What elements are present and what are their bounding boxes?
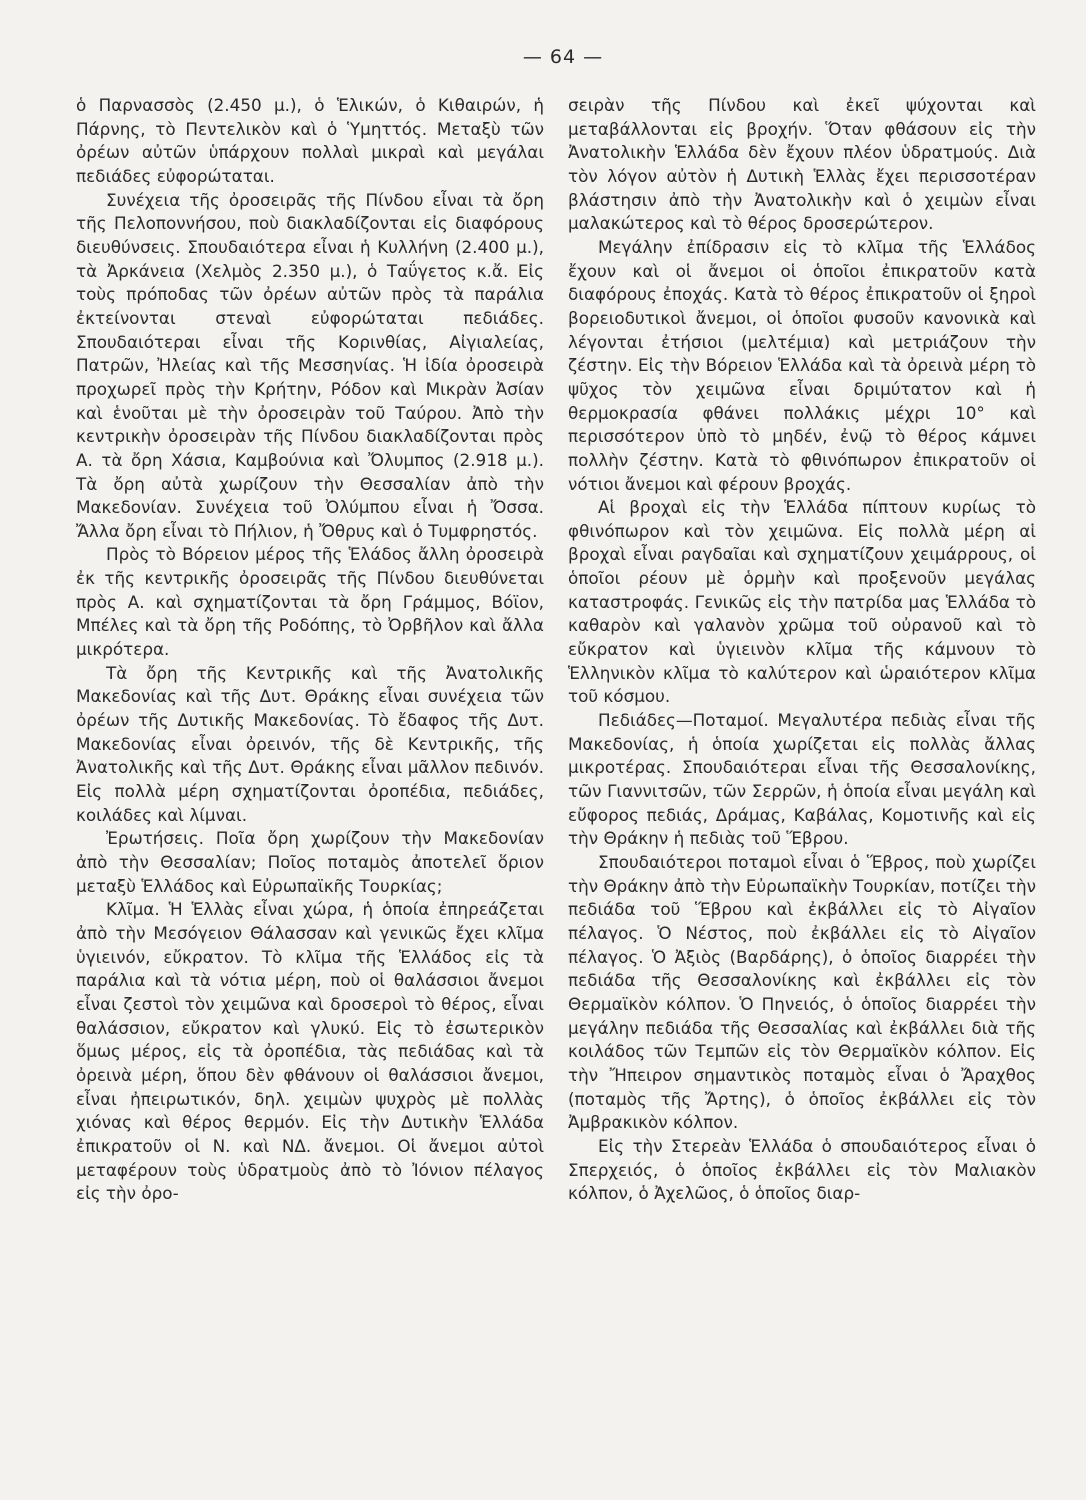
paragraph: σειρὰν τῆς Πίνδου καὶ ἐκεῖ ψύχονται καὶ μεταβάλλονται εἰς βροχήν. Ὅταν φθάσουν εἰς τὴν Ἀνατολικὴν Ἑλλάδα δὲν ἔχουν πλέον ὑδρατμούς. Διὰ τὸν λόγον αὐτὸν ἡ Δυτικὴ Ἑλλὰς ἔχει περισσοτέραν βλάστησιν ἀπὸ τὴν Ἀνατολικὴν καὶ ὁ χειμὼν εἶναι μαλακώτερος καὶ τὸ θέρος δροσερώτερον. — [568, 95, 1036, 234]
paragraph: Πρὸς τὸ Βόρειον μέρος τῆς Ἑλάδος ἄλλη ὀροσειρὰ ἐκ τῆς κεντρικῆς ὀροσειρᾶς τῆς Πίνδου διευθύνεται πρὸς Α. καὶ σχηματίζονται τὰ ὄρη Γράμμος, Βόϊον, Μπέλες καὶ τὰ ὄρη τῆς Ροδόπης, τὸ Ὀρβῆλον καὶ ἄλλα μικρότερα. — [76, 544, 544, 660]
right-column — [568, 94, 1036, 1206]
paragraph: Κλῖμα. Ἡ Ἑλλὰς εἶναι χώρα, ἡ ὁποία ἐπηρεάζεται ἀπὸ τὴν Μεσόγειον Θάλασσαν καὶ γενικῶς ἔχει κλῖμα ὑγιεινόν, εὔκρατον. Τὸ κλῖμα τῆς Ἑλλάδος εἰς τὰ παράλια καὶ τὰ νότια μέρη, ποὺ οἱ θαλάσσιοι ἄνεμοι εἶναι ζεστοὶ τὸν χειμῶνα καὶ δροσεροὶ τὸ θέρος, εἶναι θαλάσσιον, εὔκρατον καὶ γλυκύ. Εἰς τὸ ἐσωτερικὸν ὅμως μέρος, εἰς τὰ ὀροπέδια, τὰς πεδιάδας καὶ τὰ ὀρεινὰ μέρη, ὅπου δὲν φθάνουν οἱ θαλάσσιοι ἄνεμοι, εἶναι ἠπειρωτικόν, δηλ. χειμὼν ψυχρὸς μὲ πολλὰς χιόνας καὶ θέρος θερμόν. Εἰς τὴν Δυτικὴν Ἑλλάδα ἐπικρατοῦν οἱ Ν. καὶ ΝΔ. ἄνεμοι. Οἱ ἄνεμοι αὐτοὶ μεταφέρουν τοὺς ὑδρατμοὺς ἀπὸ τὸ Ἰόνιον πέλαγος εἰς τὴν ὀρο- — [76, 899, 544, 1204]
paragraph: Εἰς τὴν Στερεὰν Ἑλλάδα ὁ σπουδαιότερος εἶναι ὁ Σπερχειός, ὁ ὁποῖος ἐκβάλλει εἰς τὸν Μαλιακὸν κόλπον, ὁ Ἀχελῶος, ὁ ὁποῖος διαρ- — [568, 1135, 1036, 1204]
left-column — [76, 94, 544, 1206]
paragraph: Σπουδαιότεροι ποταμοὶ εἶναι ὁ Ἕβρος, ποὺ χωρίζει τὴν Θράκην ἀπὸ τὴν Εὐρωπαϊκὴν Τουρκίαν, ποτίζει τὴν πεδιάδα τοῦ Ἕβρου καὶ ἐκβάλλει εἰς τὸ Αἰγαῖον πέλαγος. Ὁ Νέστος, ποὺ ἐκβάλλει εἰς τὸ Αἰγαῖον πέλαγος. Ὁ Ἀξιὸς (Βαρδάρης), ὁ ὁποῖος διαρρέει τὴν πεδιάδα τῆς Θεσσαλονίκης καὶ ἐκβάλλει εἰς τὸν Θερμαϊκὸν κόλπον. Ὁ Πηνειός, ὁ ὁποῖος διαρρέει τὴν μεγάλην πεδιάδα τῆς Θεσσαλίας καὶ ἐκβάλλει διὰ τῆς κοιλάδος τῶν Τεμπῶν εἰς τὸν Θερμαϊκὸν κόλπον. Εἰς τὴν Ἤπειρον σημαντικὸς ποταμὸς εἶναι ὁ Ἄραχθος (ποταμὸς τῆς Ἄρτης), ὁ ὁποῖος ἐκβάλλει εἰς τὸν Ἀμβρακικὸν κόλπον. — [568, 852, 1036, 1133]
paragraph: Συνέχεια τῆς ὀροσειρᾶς τῆς Πίνδου εἶναι τὰ ὄρη τῆς Πελοποννήσου, ποὺ διακλαδίζονται εἰς διαφόρους διευθύνσεις. Σπουδαιότερα εἶναι ἡ Κυλλήνη (2.400 μ.), τὰ Ἀρκάνεια (Χελμὸς 2.350 μ.), ὁ Ταΰγετος κ.ἄ. Εἰς τοὺς πρόποδας τῶν ὀρέων αὐτῶν πρὸς τὰ παράλια ἐκτείνονται στεναὶ εὐφορώταται πεδιάδες. Σπουδαιότεραι εἶναι τῆς Κορινθίας, Αἰγιαλείας, Πατρῶν, Ἠλείας καὶ τῆς Μεσσηνίας. Ἡ ἰδία ὀροσειρὰ προχωρεῖ πρὸς τὴν Κρήτην, Ρόδον καὶ Μικρὰν Ἀσίαν καὶ ἑνοῦται μὲ τὴν ὀροσειρὰν τοῦ Ταύρου. Ἀπὸ τὴν κεντρικὴν ὀροσειρὰν τῆς Πίνδου διακλαδίζονται πρὸς Α. τὰ ὄρη Χάσια, Καμβούνια καὶ Ὄλυμπος (2.918 μ.). Τὰ ὄρη αὐτὰ χωρίζουν τὴν Θεσσαλίαν ἀπὸ τὴν Μακεδονίαν. Συνέχεια τοῦ Ὀλύμπου εἶναι ἡ Ὄσσα. Ἄλλα ὄρη εἶναι τὸ Πήλιον, ἡ Ὄθρυς καὶ ὁ Τυμφρηστός. — [76, 189, 544, 541]
paragraph: Αἱ βροχαὶ εἰς τὴν Ἑλλάδα πίπτουν κυρίως τὸ φθινόπωρον καὶ τὸν χειμῶνα. Εἰς πολλὰ μέρη αἱ βροχαὶ εἶναι ραγδαῖαι καὶ σχηματίζουν χειμάρρους, οἱ ὁποῖοι ρέουν μὲ ὁρμὴν καὶ προξενοῦν μεγάλας καταστροφάς. Γενικῶς εἰς τὴν πατρίδα μας Ἑλλάδα τὸ καθαρὸν καὶ γαλανὸν χρῶμα τοῦ οὐρανοῦ καὶ τὸ εὔκρατον καὶ ὑγιεινὸν κλῖμα τῆς κάμνουν τὸ Ἑλληνικὸν κλῖμα τὸ καλύτερον καὶ ὡραιότερον κλῖμα τοῦ κόσμου. — [568, 497, 1036, 707]
page-number: — 64 — — [522, 46, 604, 68]
paragraph: Ἐρωτήσεις. Ποῖα ὄρη χωρίζουν τὴν Μακεδονίαν ἀπὸ τὴν Θεσσαλίαν; Ποῖος ποταμὸς ἀποτελεῖ ὅριον μεταξὺ Ἑλλάδος καὶ Εὐρωπαϊκῆς Τουρκίας; — [76, 828, 544, 896]
paragraph: Τὰ ὄρη τῆς Κεντρικῆς καὶ τῆς Ἀνατολικῆς Μακεδονίας καὶ τῆς Δυτ. Θράκης εἶναι συνέχεια τῶν ὀρέων τῆς Δυτικῆς Μακεδονίας. Τὸ ἔδαφος τῆς Δυτ. Μακεδονίας εἶναι ὀρεινόν, τῆς δὲ Κεντρικῆς, τῆς Ἀνατολικῆς καὶ τῆς Δυτ. Θράκης εἶναι μᾶλλον πεδινόν. Εἰς πολλὰ μέρη σχηματίζονται ὀροπέδια, πεδιάδες, κοιλάδες καὶ λίμναι. — [76, 662, 544, 825]
paragraph: ὁ Παρνασσὸς (2.450 μ.), ὁ Ἑλικών, ὁ Κιθαιρών, ἡ Πάρνης, τὸ Πεντελικὸν καὶ ὁ Ὑμηττός. Μεταξὺ τῶν ὀρέων αὐτῶν ὑπάρχουν πολλαὶ μικραὶ καὶ μεγάλαι πεδιάδες εὐφορώταται. — [76, 95, 544, 186]
paragraph: Πεδιάδες—Ποταμοί. Μεγαλυτέρα πεδιὰς εἶναι τῆς Μακεδονίας, ἡ ὁποία χωρίζεται εἰς πολλὰς ἄλλας μικροτέρας. Σπουδαιότεραι εἶναι τῆς Θεσσαλονίκης, τῶν Γιαννιτσῶν, τῶν Σερρῶν, ἡ ὁποία εἶναι μεγάλη καὶ εὔφορος πεδιάς, Δράμας, Καβάλας, Κομοτινῆς καὶ εἰς τὴν Θράκην ἡ πεδιὰς τοῦ Ἕβρου. — [568, 710, 1036, 849]
paragraph: Μεγάλην ἐπίδρασιν εἰς τὸ κλῖμα τῆς Ἑλλάδος ἔχουν καὶ οἱ ἄνεμοι οἱ ὁποῖοι ἐπικρατοῦν κατὰ διαφόρους ἐποχάς. Κατὰ τὸ θέρος ἐπικρατοῦν οἱ ξηροὶ βορειοδυτικοὶ ἄνεμοι, οἱ ὁποῖοι φυσοῦν κανονικὰ καὶ λέγονται ἐτήσιοι (μελτέμια) καὶ μετριάζουν τὴν ζέστην. Εἰς τὴν Βόρειον Ἑλλάδα καὶ τὰ ὀρεινὰ μέρη τὸ ψῦχος τὸν χειμῶνα εἶναι δριμύτατον καὶ ἡ θερμοκρασία φθάνει πολλάκις μέχρι 10° καὶ περισσότερον ὑπὸ τὸ μηδέν, ἐνῷ τὸ θέρος κάμνει πολλὴν ζέστην. Κατὰ τὸ φθινόπωρον ἐπικρατοῦν οἱ νότιοι ἄνεμοι καὶ φέρουν βροχάς. — [568, 236, 1036, 494]
